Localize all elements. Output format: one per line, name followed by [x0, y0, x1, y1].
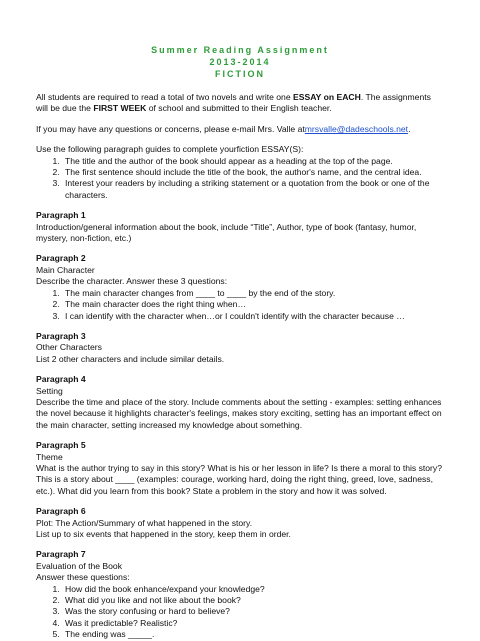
paragraph-6-subtitle: Plot: The Action/Summary of what happened in the story. [36, 517, 253, 528]
email-link[interactable]: mrsvalle@dadeschools.net [304, 123, 409, 134]
contact-after: . [408, 123, 411, 134]
guide-item: 2. The first sentence should include the title of the book, the author's name, and the central idea. [62, 167, 444, 178]
paragraph-3-heading: Paragraph 3 [36, 330, 86, 341]
paragraph-2-heading: Paragraph 2 [36, 253, 86, 264]
paragraph-7-item: 5. The ending was _____. [62, 629, 444, 640]
paragraph-3-text: List 2 other characters and include similar details. [36, 353, 225, 364]
paragraph-3-section [36, 331, 444, 365]
paragraph-7-list [36, 584, 444, 641]
paragraph-2-text: Describe the character. Answer these 3 questions: [36, 276, 228, 287]
intro-bold-essay: ESSAY on EACH [293, 92, 361, 102]
paragraph-6-section [36, 506, 444, 540]
title-block [36, 44, 444, 80]
intro-bold-first-week: FIRST WEEK [93, 103, 147, 114]
assignment-title: Summer Reading Assignment [151, 45, 329, 55]
intro-text-1: All students are required to read a total of two novels and write one [36, 92, 294, 102]
guides-list [36, 156, 444, 202]
paragraph-5-subtitle: Theme [36, 451, 63, 462]
paragraph-2-item: 2. The main character does the right thing when… [62, 299, 444, 310]
paragraph-2-subtitle: Main Character [36, 264, 95, 275]
paragraph-7-item: 1. How did the book enhance/expand your knowledge? [62, 584, 444, 595]
paragraph-7-heading: Paragraph 7 [36, 549, 86, 560]
paragraph-2-item: 1. The main character changes from ____ to ____ by the end of the story. [62, 288, 444, 299]
paragraph-6-heading: Paragraph 6 [36, 506, 86, 517]
paragraph-7-subtitle: Evaluation of the Book [36, 560, 122, 571]
paragraph-1-heading: Paragraph 1 [36, 210, 86, 221]
paragraph-2-item: 3. I can identify with the character when…or I couldn't identify with the character because … [62, 311, 444, 322]
genre-heading: FICTION [215, 69, 265, 79]
guide-item: 3. Interest your readers by including a striking statement or a quotation from the book or one of the characters. [62, 178, 444, 201]
contact-text: If you may have any questions or concerns, please e-mail Mrs. Valle at [36, 123, 305, 134]
guides-section [36, 144, 444, 201]
contact-paragraph [36, 124, 444, 135]
guide-item: 1. The title and the author of the book should appear as a heading at the top of the page. [62, 156, 444, 167]
school-years: 2013-2014 [209, 57, 271, 67]
paragraph-1-text: Introduction/general information about the book, include “Title”, Author, type of book (fantasy, humor, mystery, non-fiction, etc.) [36, 221, 417, 244]
paragraph-7-item: 3. Was the story confusing or hard to believe? [62, 606, 444, 617]
paragraph-5-text: What is the author trying to say in this story? What is his or her lesson in life? Is there a moral to this story? This is a story about ____ (examples: courage, working hard, doing the right thing, greed, love, sadness, etc.). What did you learn from this book? State a problem in the story and how it was solved. [36, 462, 442, 496]
paragraph-2-section [36, 253, 444, 321]
intro-text-3: of school and submitted to their English teacher. [146, 103, 332, 114]
paragraph-7-item: 2. What did you like and not like about the book? [62, 595, 444, 606]
paragraph-7-section [36, 549, 444, 640]
paragraph-7-text: Answer these questions: [36, 572, 130, 583]
paragraph-7-item: 4. Was it predictable? Realistic? [62, 618, 444, 629]
paragraph-5-section [36, 440, 444, 497]
paragraph-3-subtitle: Other Characters [36, 342, 102, 353]
paragraph-6-text: List up to six events that happened in the story, keep them in order. [36, 529, 291, 539]
guides-lead: Use the following paragraph guides to complete yourfiction ESSAY(S): [36, 144, 304, 155]
paragraph-4-section [36, 374, 444, 431]
intro-paragraph [36, 92, 444, 115]
paragraph-4-subtitle: Setting [36, 385, 63, 396]
intro-text-2: . The assignments will be due the [36, 92, 431, 114]
paragraph-5-heading: Paragraph 5 [36, 440, 86, 451]
paragraph-2-list [36, 288, 444, 322]
paragraph-4-text: Describe the time and place of the story. Include comments about the setting - examples: setting enhances the novel because it highlights character's feelings, makes story exciting, setting has an important effect on the main character, setting increased my knowledge about something. [36, 396, 442, 430]
paragraph-4-heading: Paragraph 4 [36, 374, 86, 385]
paragraph-1-section [36, 210, 444, 244]
